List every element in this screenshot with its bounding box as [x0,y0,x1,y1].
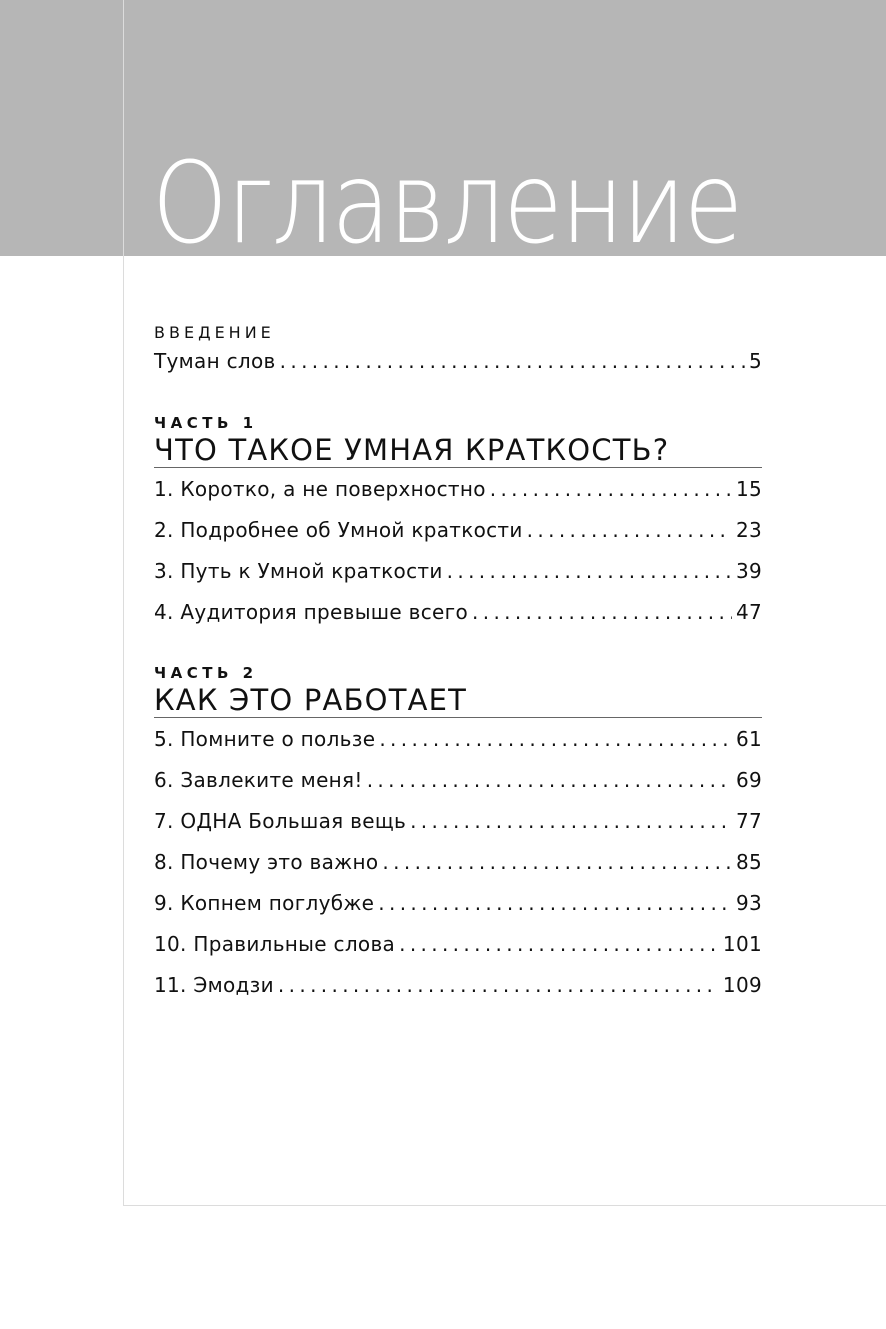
toc-entry-page: 23 [735,518,762,542]
toc-entry-title: 10. Правильные слова [154,932,396,956]
dot-leader [379,726,732,752]
toc-entry-page: 47 [735,600,762,624]
dot-leader [367,767,732,793]
toc-entry-6[interactable] [154,767,762,793]
part-2-title: КАК ЭТО РАБОТАЕТ [154,683,762,718]
toc-entry-title: 3. Путь к Умной краткости [154,559,443,583]
header-band [0,0,886,256]
toc-entry-page: 15 [735,477,762,501]
toc-entry-page: 109 [722,973,762,997]
toc-entry-page: 77 [735,809,762,833]
toc-entry-title: 2. Подробнее об Умной краткости [154,518,523,542]
toc-entry-3[interactable] [154,558,762,584]
toc-entry-title: 9. Копнем поглубже [154,891,375,915]
toc-entry-title: 6. Завлеките меня! [154,768,363,792]
toc-entry-page: 61 [735,727,762,751]
toc-entry-page: 39 [735,559,762,583]
toc-entry-title: 7. ОДНА Большая вещь [154,809,407,833]
toc-entry-1[interactable] [154,476,762,502]
toc-entry-10[interactable] [154,931,762,957]
dot-leader [280,348,745,374]
toc-entry-intro[interactable] [154,348,762,374]
dot-leader [399,931,719,957]
toc-entry-11[interactable] [154,972,762,998]
dot-leader [472,599,732,625]
toc-entry-page: 69 [735,768,762,792]
dot-leader [447,558,732,584]
dot-leader [410,808,732,834]
toc-entry-4[interactable] [154,599,762,625]
toc-entry-title: 1. Коротко, а не поверхностно [154,477,486,501]
dot-leader [490,476,732,502]
toc-entry-title: 8. Почему это важно [154,850,379,874]
toc-entry-title: 5. Помните о пользе [154,727,376,751]
toc-entry-page: 5 [748,349,762,373]
toc-entry-2[interactable] [154,517,762,543]
page-title: Оглавление [152,139,742,256]
toc-entry-page: 85 [735,850,762,874]
toc-entry-7[interactable] [154,808,762,834]
toc-entry-title: 4. Аудитория превыше всего [154,600,469,624]
toc-entry-9[interactable] [154,890,762,916]
margin-line-horizontal [123,1205,886,1206]
toc-entry-8[interactable] [154,849,762,875]
dot-leader [378,890,732,916]
toc-entry-5[interactable] [154,726,762,752]
toc-entry-title: 11. Эмодзи [154,973,274,997]
part-1-label: ЧАСТЬ 1 [154,414,258,432]
toc-entry-page: 93 [735,891,762,915]
dot-leader [278,972,719,998]
dot-leader [382,849,732,875]
part-2-label: ЧАСТЬ 2 [154,664,258,682]
toc-entry-title: Туман слов [154,349,276,373]
dot-leader [527,517,732,543]
intro-label: ВВЕДЕНИЕ [154,323,275,342]
part-1-title: ЧТО ТАКОЕ УМНАЯ КРАТКОСТЬ? [154,433,762,468]
toc-entry-page: 101 [722,932,762,956]
margin-line-vertical [123,0,124,1206]
